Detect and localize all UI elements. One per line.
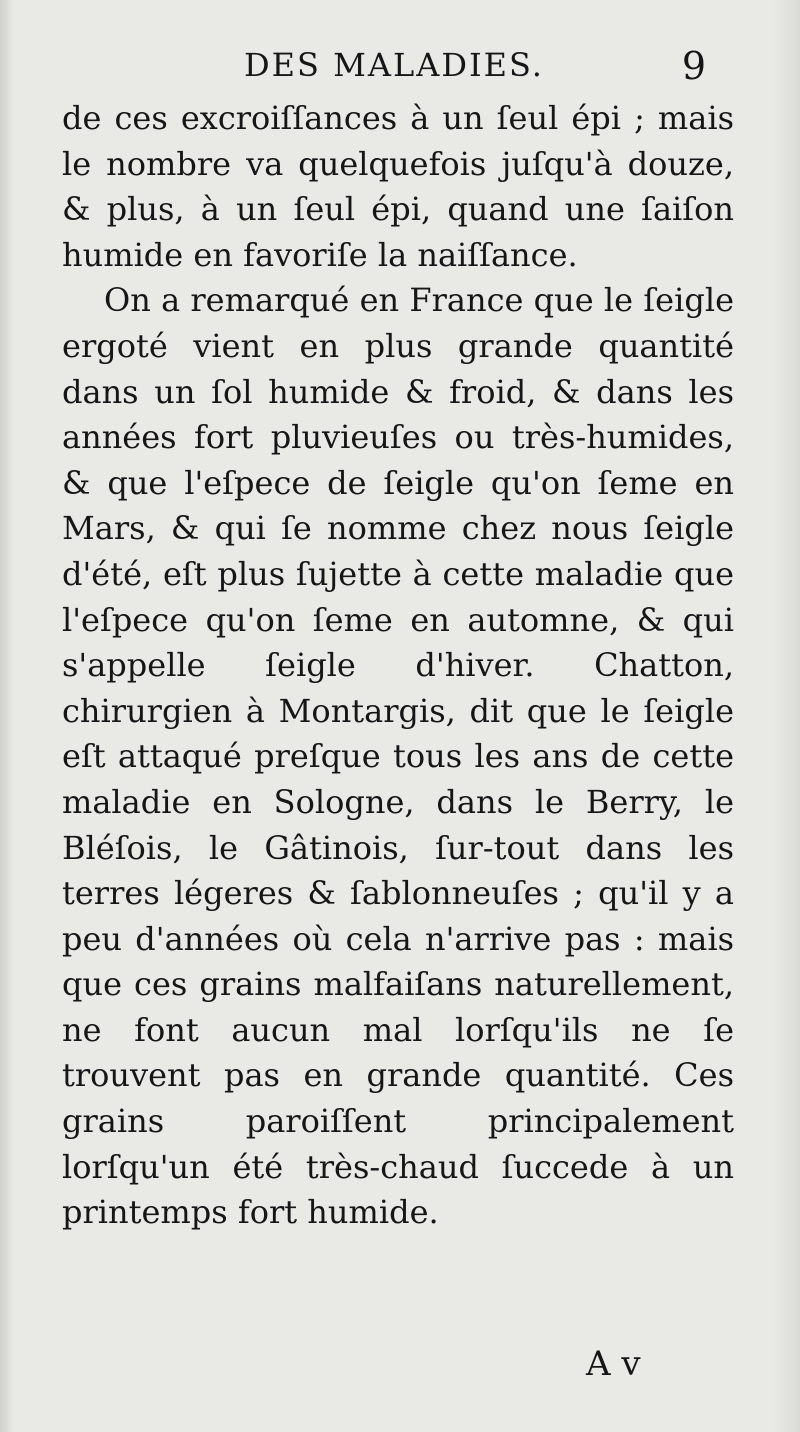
paragraph-continued: de ces excroiſſances à un ſeul épi ; mais le nombre va quelquefois juſqu'à douze, & plus, à un ſeul épi, quand une ſaiſon humide en favoriſe la naiſſance. <box>62 99 734 274</box>
body-text <box>62 96 734 1236</box>
page-number: 9 <box>681 44 706 88</box>
paragraph: On a remarqué en France que le ſeigle ergoté vient en plus grande quantité dans un ſol humide & froid, & dans les années fort pluvieuſes ou très-humides, & que l'eſpece de ſeigle qu'on ſeme en Mars, & qui ſe nomme chez nous ſeigle d'été, eſt plus ſujette à cette maladie que l'eſpece qu'on ſeme en automne, & qui s'appelle ſeigle d'hiver. Chatton, chirurgien à Montargis, dit que le ſeigle eſt attaqué preſque tous les ans de cette maladie en Sologne, dans le Berry, le Bléſois, le Gâtinois, ſur-tout dans les terres légeres & ſablonneuſes ; qu'il y a peu d'années où cela n'arrive pas : mais que ces grains malfaiſans naturellement, ne font aucun mal lorſqu'ils ne ſe trouvent pas en grande quantité. Ces grains paroiſſent principalement lorſqu'un été très-chaud ſuccede à un printemps fort humide. <box>62 281 734 1232</box>
running-head: DES MALADIES. <box>244 46 544 84</box>
signature-mark: A v <box>586 1344 641 1384</box>
